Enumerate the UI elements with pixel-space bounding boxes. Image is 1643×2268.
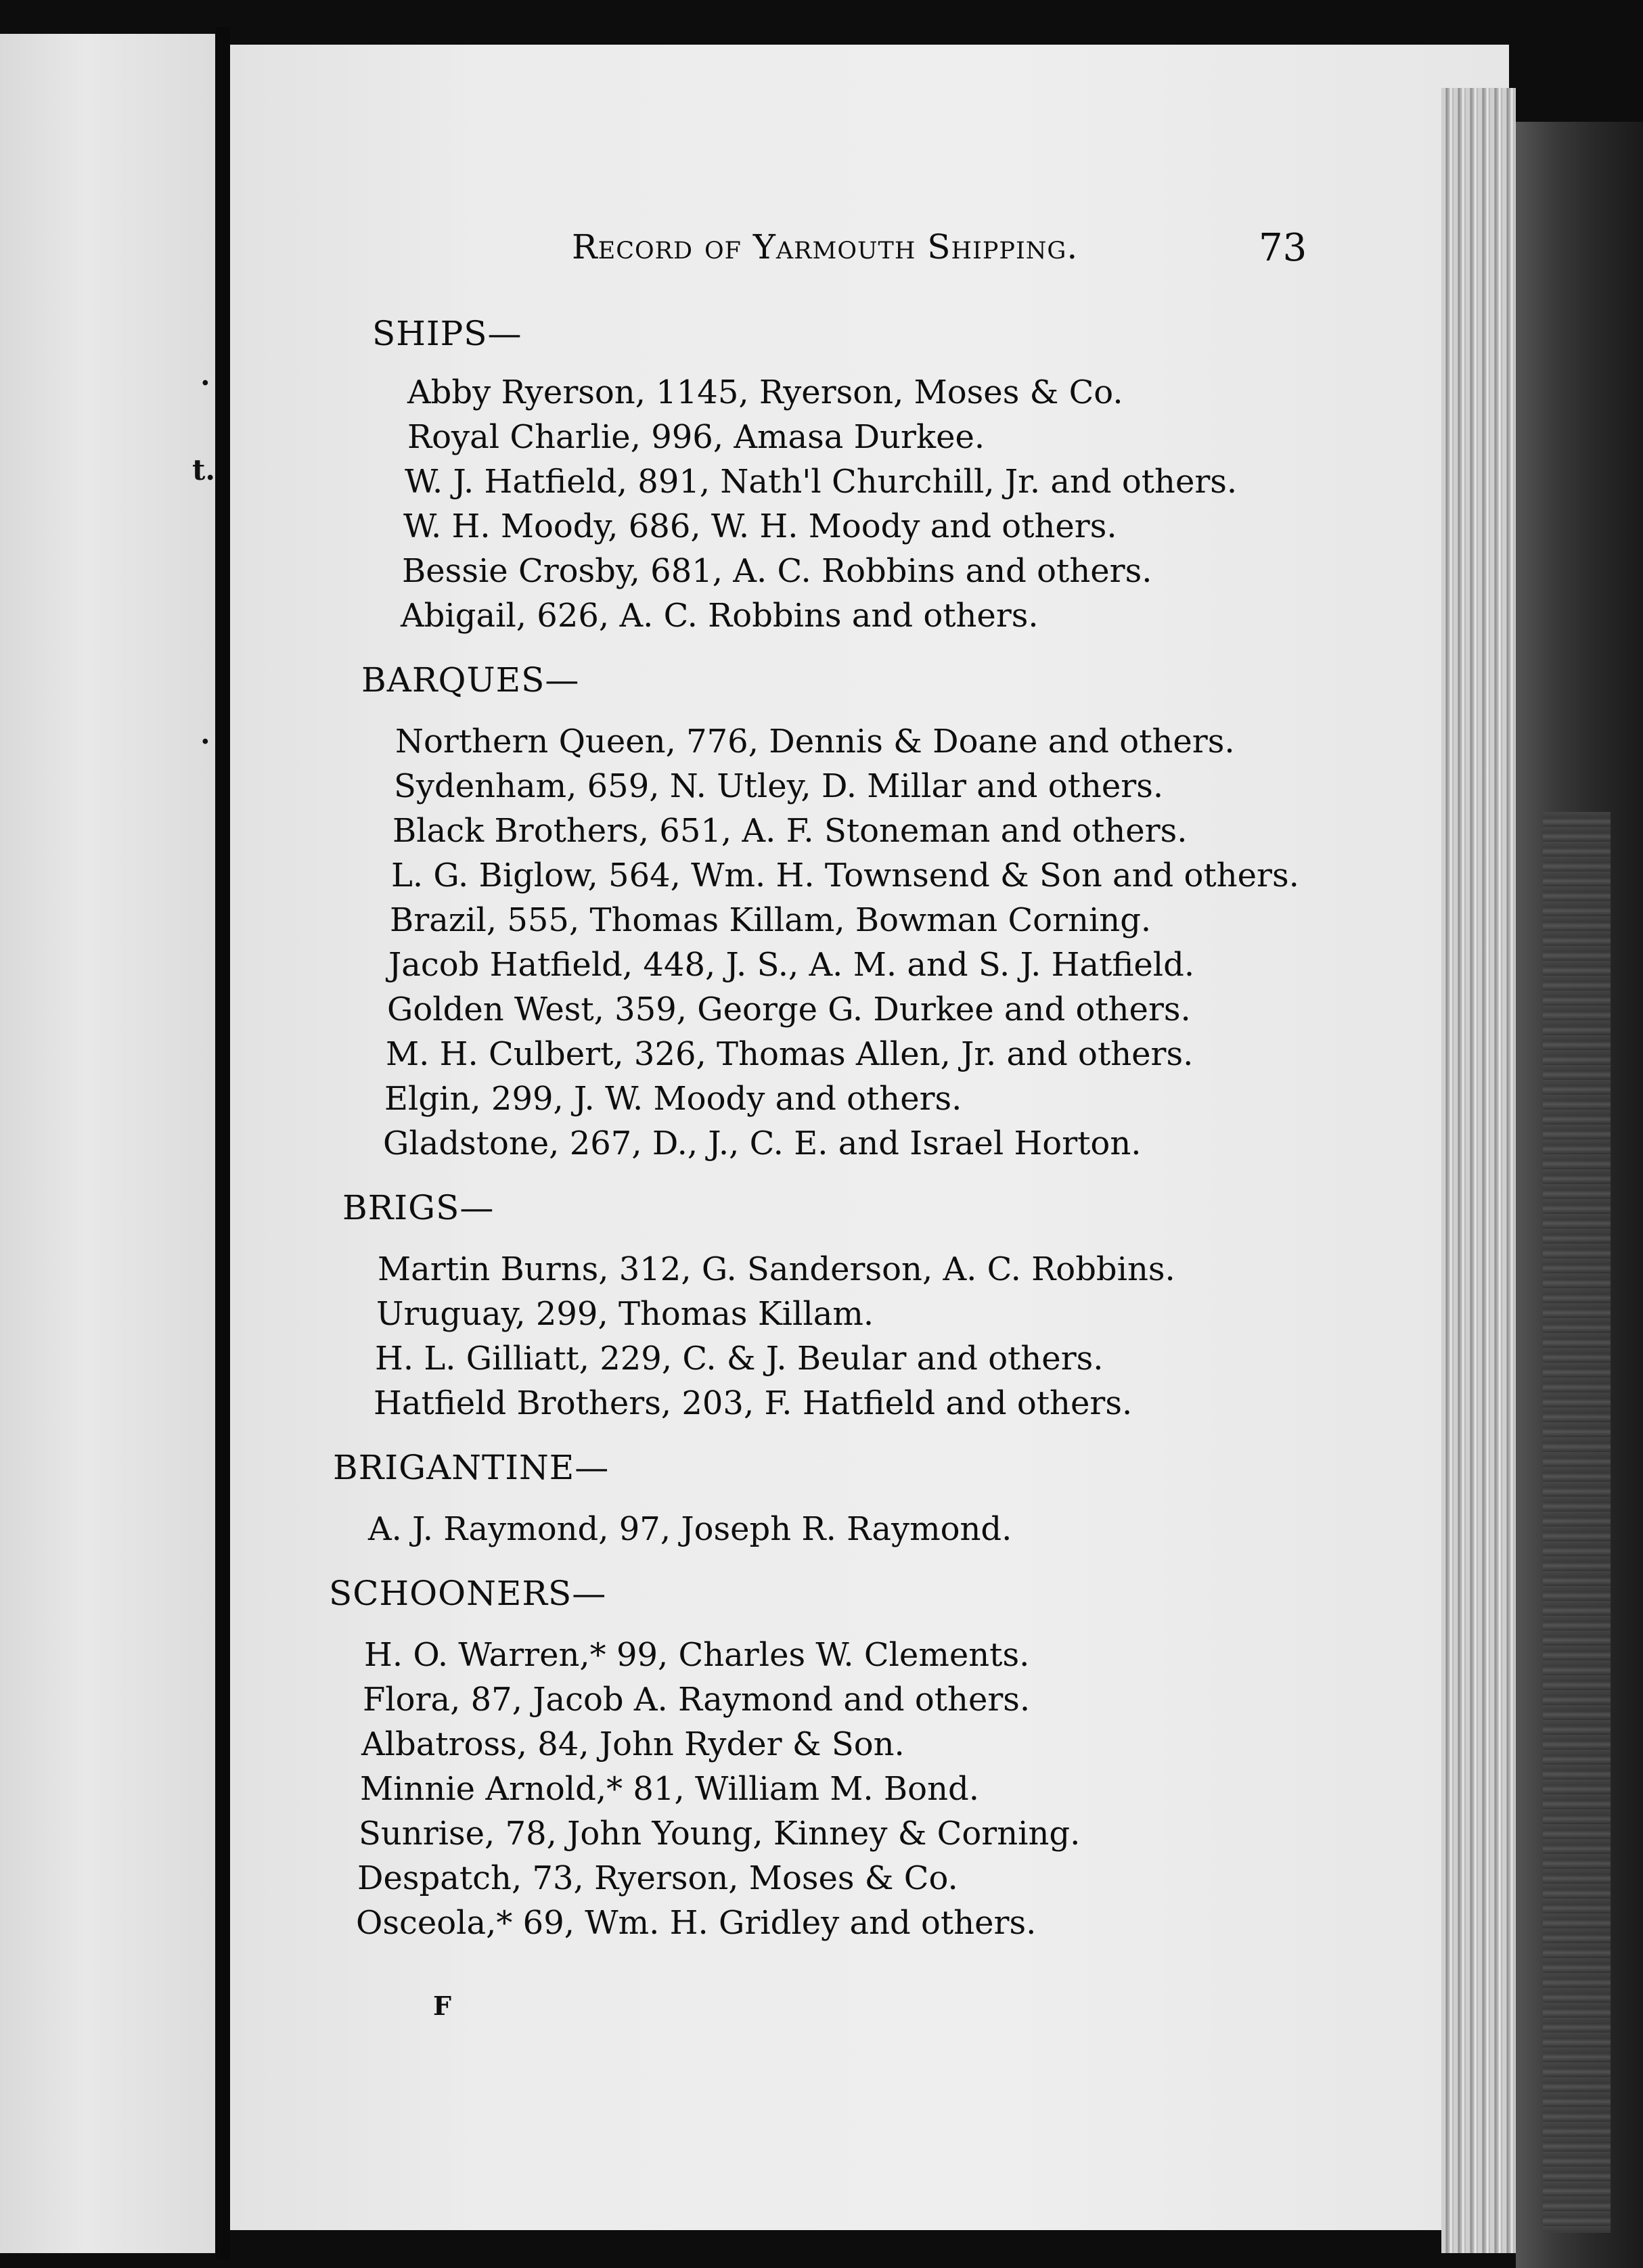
- list-item: Albatross, 84, John Ryder & Son.: [361, 1725, 905, 1763]
- list-item: Gladstone, 267, D., J., C. E. and Israel Horton.: [383, 1125, 1142, 1162]
- running-head: Record of Yarmouth Shipping.: [572, 227, 1079, 267]
- section-heading-brigs: BRIGS—: [342, 1188, 495, 1227]
- list-item: A. J. Raymond, 97, Joseph R. Raymond.: [368, 1510, 1012, 1548]
- section-heading-brigantine: BRIGANTINE—: [333, 1448, 610, 1487]
- section-heading-barques: BARQUES—: [361, 660, 580, 700]
- signature-mark: F: [433, 1991, 451, 2021]
- list-item: Hatfield Brothers, 203, F. Hatfield and others.: [374, 1384, 1133, 1422]
- book-gutter: [215, 27, 230, 2260]
- list-item: Northern Queen, 776, Dennis & Doane and others.: [395, 723, 1235, 761]
- list-item: Flora, 87, Jacob A. Raymond and others.: [363, 1681, 1031, 1719]
- list-item: Jacob Hatfield, 448, J. S., A. M. and S. J. Hatfield.: [388, 946, 1195, 984]
- list-item: Black Brothers, 651, A. F. Stoneman and others.: [392, 812, 1188, 850]
- page-text: [230, 45, 1509, 2230]
- left-page-edge-mark: .: [200, 359, 210, 392]
- list-item: Abigail, 626, A. C. Robbins and others.: [401, 597, 1039, 635]
- left-page-edge-mark: t.: [192, 453, 216, 486]
- list-item: Martin Burns, 312, G. Sanderson, A. C. Robbins.: [378, 1250, 1175, 1288]
- section-heading-schooners: SCHOONERS—: [329, 1574, 607, 1613]
- page-edges: [1441, 88, 1516, 2253]
- list-item: Golden West, 359, George G. Durkee and others.: [387, 991, 1191, 1028]
- list-item: Minnie Arnold,* 81, William M. Bond.: [360, 1770, 979, 1808]
- list-item: Sunrise, 78, John Young, Kinney & Corning.: [359, 1815, 1081, 1853]
- list-item: Osceola,* 69, Wm. H. Gridley and others.: [356, 1904, 1037, 1942]
- list-item: Abby Ryerson, 1145, Ryerson, Moses & Co.: [407, 373, 1123, 411]
- list-item: H. L. Gilliatt, 229, C. & J. Beular and others.: [375, 1340, 1104, 1378]
- list-item: L. G. Biglow, 564, Wm. H. Townsend & Son and others.: [391, 857, 1299, 894]
- book-page: [230, 45, 1509, 2230]
- list-item: Royal Charlie, 996, Amasa Durkee.: [407, 418, 985, 456]
- list-item: Bessie Crosby, 681, A. C. Robbins and others.: [402, 552, 1152, 590]
- list-item: Despatch, 73, Ryerson, Moses & Co.: [357, 1859, 958, 1897]
- list-item: W. J. Hatfield, 891, Nath'l Churchill, Jr. and others.: [405, 463, 1238, 501]
- list-item: Uruguay, 299, Thomas Killam.: [376, 1295, 874, 1333]
- left-page-edge-mark: .: [200, 717, 210, 750]
- list-item: W. H. Moody, 686, W. H. Moody and others.: [403, 507, 1117, 545]
- list-item: Brazil, 555, Thomas Killam, Bowman Corning.: [390, 901, 1152, 939]
- binding-texture: [1543, 812, 1611, 2233]
- list-item: Elgin, 299, J. W. Moody and others.: [384, 1080, 962, 1118]
- list-item: M. H. Culbert, 326, Thomas Allen, Jr. and others.: [386, 1035, 1194, 1073]
- list-item: Sydenham, 659, N. Utley, D. Millar and others.: [394, 767, 1164, 805]
- section-heading-ships: SHIPS—: [372, 314, 522, 353]
- list-item: H. O. Warren,* 99, Charles W. Clements.: [364, 1636, 1030, 1674]
- page-number: 73: [1259, 226, 1307, 270]
- left-facing-page: [0, 34, 215, 2253]
